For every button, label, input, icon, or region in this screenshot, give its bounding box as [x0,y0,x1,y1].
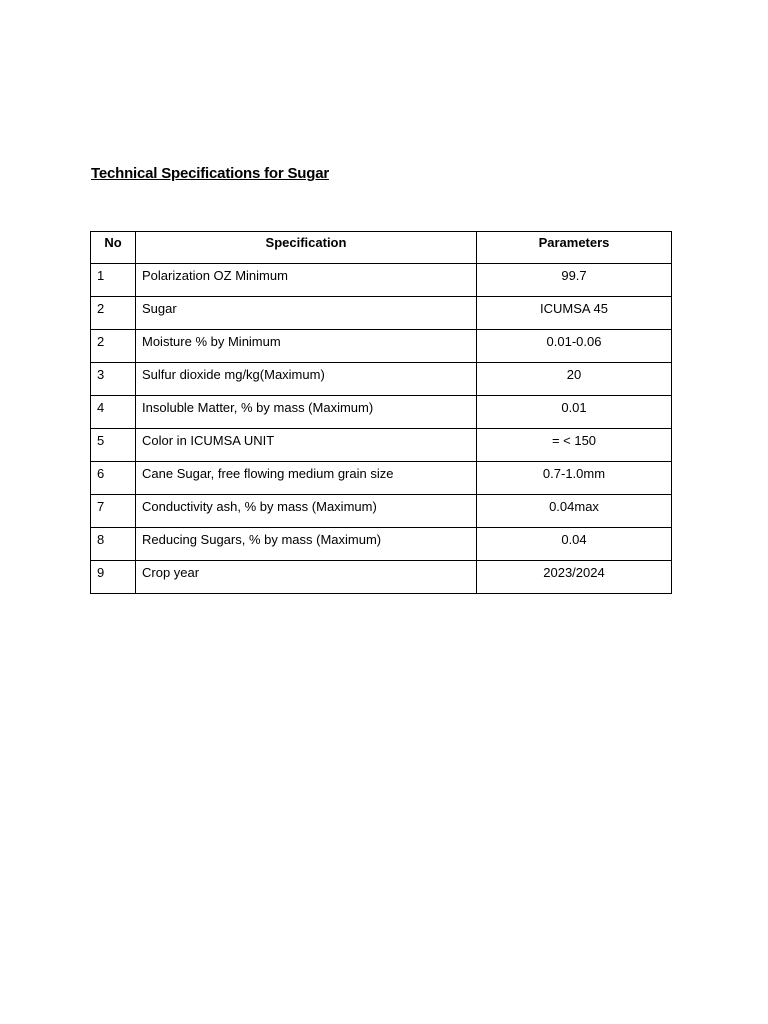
row-specification: Moisture % by Minimum [136,330,477,363]
row-parameter: 0.04 [477,528,672,561]
header-specification: Specification [136,232,477,264]
row-specification: Sulfur dioxide mg/kg(Maximum) [136,363,477,396]
table-row [91,429,672,462]
table-row [91,495,672,528]
header-no: No [91,232,136,264]
row-specification: Reducing Sugars, % by mass (Maximum) [136,528,477,561]
table-row [91,264,672,297]
row-parameter: 0.7-1.0mm [477,462,672,495]
row-specification: Crop year [136,561,477,594]
row-parameter: ICUMSA 45 [477,297,672,330]
row-number: 6 [91,462,136,495]
specifications-table [90,231,672,594]
row-number: 1 [91,264,136,297]
row-number: 9 [91,561,136,594]
row-number: 7 [91,495,136,528]
row-number: 8 [91,528,136,561]
row-specification: Conductivity ash, % by mass (Maximum) [136,495,477,528]
row-specification: Insoluble Matter, % by mass (Maximum) [136,396,477,429]
row-specification: Color in ICUMSA UNIT [136,429,477,462]
row-number: 5 [91,429,136,462]
table-row [91,297,672,330]
row-number: 4 [91,396,136,429]
row-parameter: 20 [477,363,672,396]
table-row [91,462,672,495]
row-parameter: 99.7 [477,264,672,297]
row-parameter: = < 150 [477,429,672,462]
row-number: 3 [91,363,136,396]
row-specification: Sugar [136,297,477,330]
row-parameter: 0.01-0.06 [477,330,672,363]
table-header-row [91,232,672,264]
row-parameter: 0.04max [477,495,672,528]
table-row [91,396,672,429]
table-row [91,528,672,561]
header-parameters: Parameters [477,232,672,264]
row-number: 2 [91,297,136,330]
row-specification: Polarization OZ Minimum [136,264,477,297]
row-parameter: 0.01 [477,396,672,429]
row-specification: Cane Sugar, free flowing medium grain size [136,462,477,495]
page-title: Technical Specifications for Sugar [91,165,329,182]
row-parameter: 2023/2024 [477,561,672,594]
row-number: 2 [91,330,136,363]
table-row [91,363,672,396]
table-row [91,330,672,363]
table-row [91,561,672,594]
